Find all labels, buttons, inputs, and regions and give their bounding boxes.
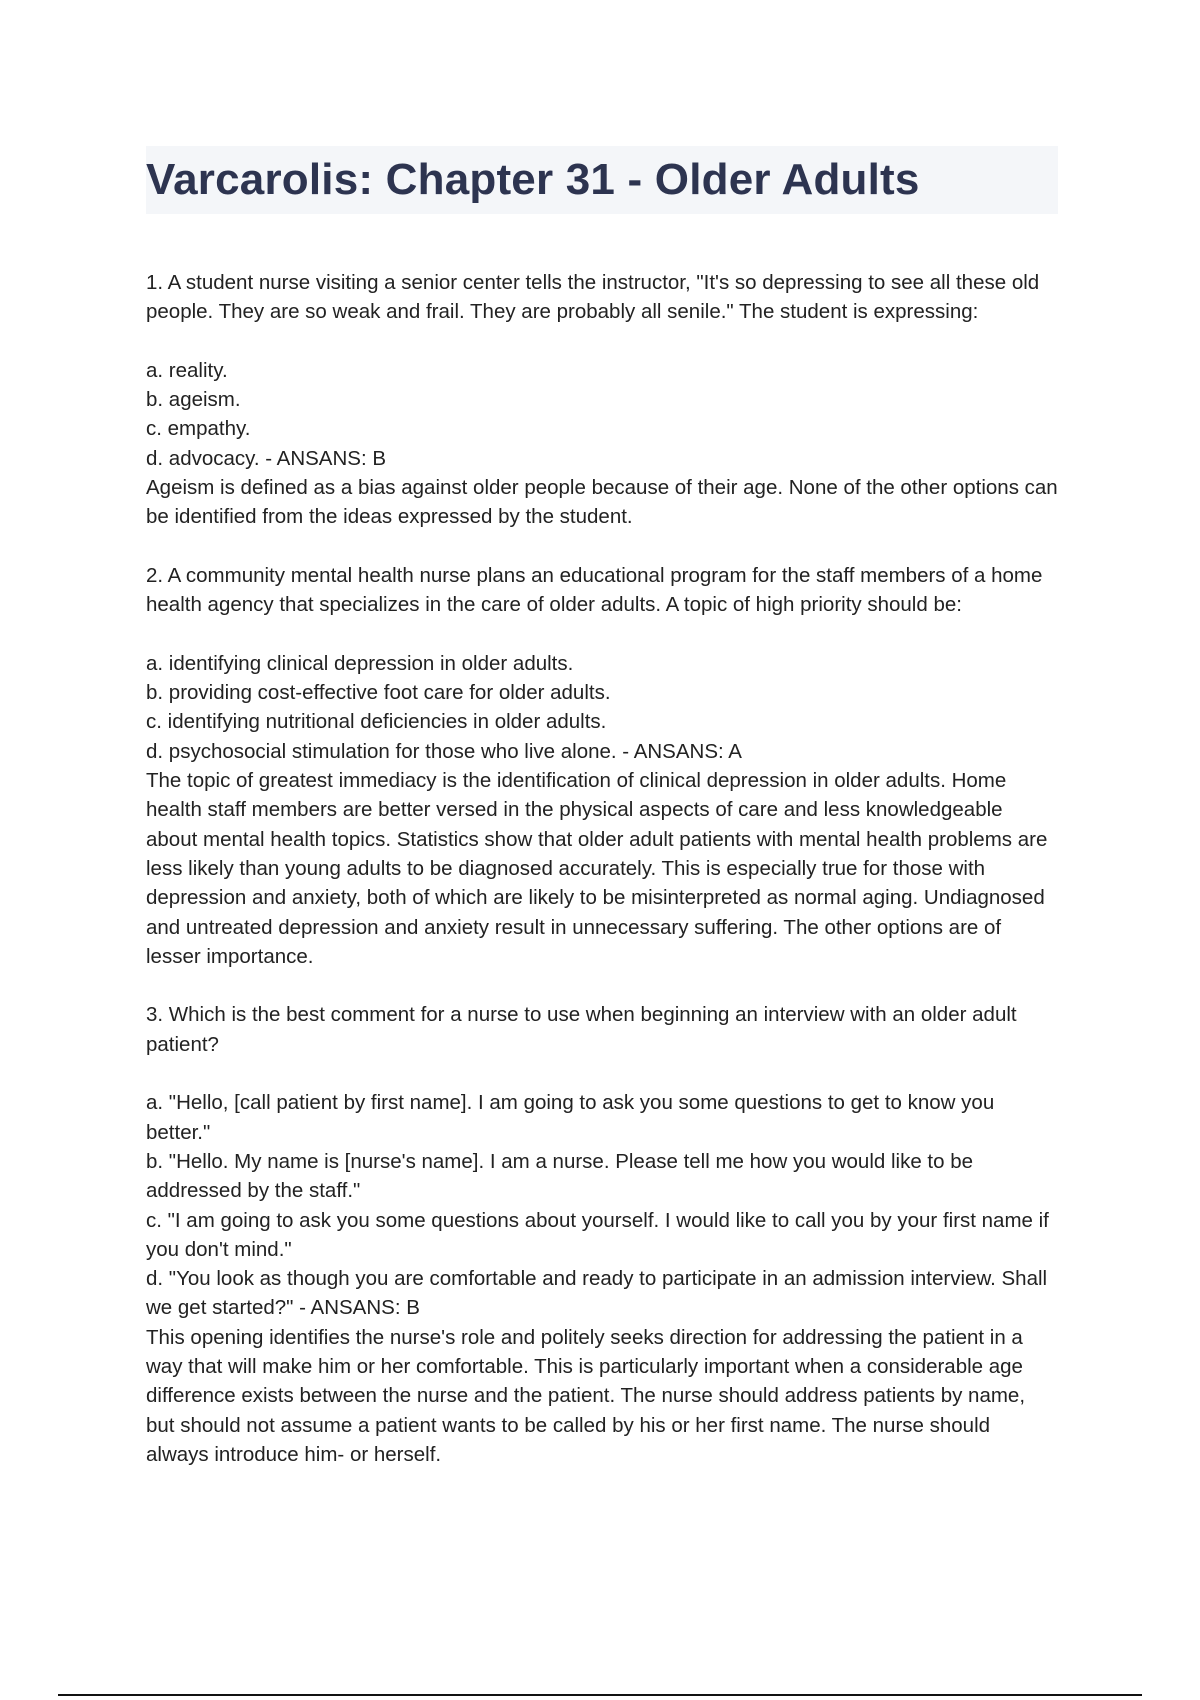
answer-option: d. "You look as though you are comfortable and ready to participate in an admission interview. Shall we get started?" - ANSANS: B xyxy=(146,1267,1048,1320)
question-stem: 2. A community mental health nurse plans an educational program for the staff members of a home health agency that specializes in the care of older adults. A topic of high priority should be: xyxy=(146,563,1043,617)
answer-option: b. providing cost-effective foot care for older adults. xyxy=(146,681,611,705)
document-body xyxy=(146,268,1058,1498)
question-block-1 xyxy=(146,268,1058,532)
footer-divider xyxy=(58,1694,1142,1696)
answer-options xyxy=(146,1088,1058,1322)
question-block-3 xyxy=(146,1000,1058,1469)
answer-option: c. "I am going to ask you some questions about yourself. I would like to call you by your first name if you don't mind." xyxy=(146,1208,1049,1261)
answer-options xyxy=(146,649,1058,766)
answer-options xyxy=(146,356,1058,473)
title-bar xyxy=(146,146,1058,214)
answer-option: a. reality. xyxy=(146,358,228,382)
answer-rationale: This opening identifies the nurse's role and politely seeks direction for addressing the patient in a way that will make him or her comfortable. This is particularly important when a considerable age difference exists between the nurse and the patient. The nurse should address patients by name, but should not assume a patient wants to be called by his or her first name. The nurse should always introduce him- or herself. xyxy=(146,1325,1026,1466)
answer-option: c. identifying nutritional deficiencies in older adults. xyxy=(146,710,607,734)
answer-rationale: Ageism is defined as a bias against older people because of their age. None of the other options can be identified from the ideas expressed by the student. xyxy=(146,476,1058,529)
answer-option: b. ageism. xyxy=(146,388,241,412)
answer-option: c. empathy. xyxy=(146,417,251,441)
question-stem: 1. A student nurse visiting a senior center tells the instructor, "It's so depressing to see all these old people. They are so weak and frail. They are probably all senile." The student is expressing: xyxy=(146,271,1040,324)
question-block-2 xyxy=(146,561,1058,971)
answer-option: a. "Hello, [call patient by first name]. I am going to ask you some questions to get to know you better." xyxy=(146,1091,995,1144)
answer-rationale: The topic of greatest immediacy is the identification of clinical depression in older adults. Home health staff members are better versed in the physical aspects of care and less knowledgeable about mental health topics. Statistics show that older adult patients with mental health problems are less likely than young adults to be diagnosed accurately. This is especially true for those with depression and anxiety, both of which are likely to be misinterpreted as normal aging. Undiagnosed and untreated depression and anxiety result in unnecessary suffering. The other options are of lesser importance. xyxy=(146,769,1048,968)
answer-option: d. advocacy. - ANSANS: B xyxy=(146,446,387,470)
answer-option: d. psychosocial stimulation for those who live alone. - ANSANS: A xyxy=(146,739,742,763)
answer-option: a. identifying clinical depression in older adults. xyxy=(146,651,574,675)
question-stem: 3. Which is the best comment for a nurse to use when beginning an interview with an older adult patient? xyxy=(146,1003,1017,1056)
answer-option: b. "Hello. My name is [nurse's name]. I am a nurse. Please tell me how you would like to be addressed by the staff." xyxy=(146,1149,974,1203)
page-title: Varcarolis: Chapter 31 - Older Adults xyxy=(146,155,920,204)
